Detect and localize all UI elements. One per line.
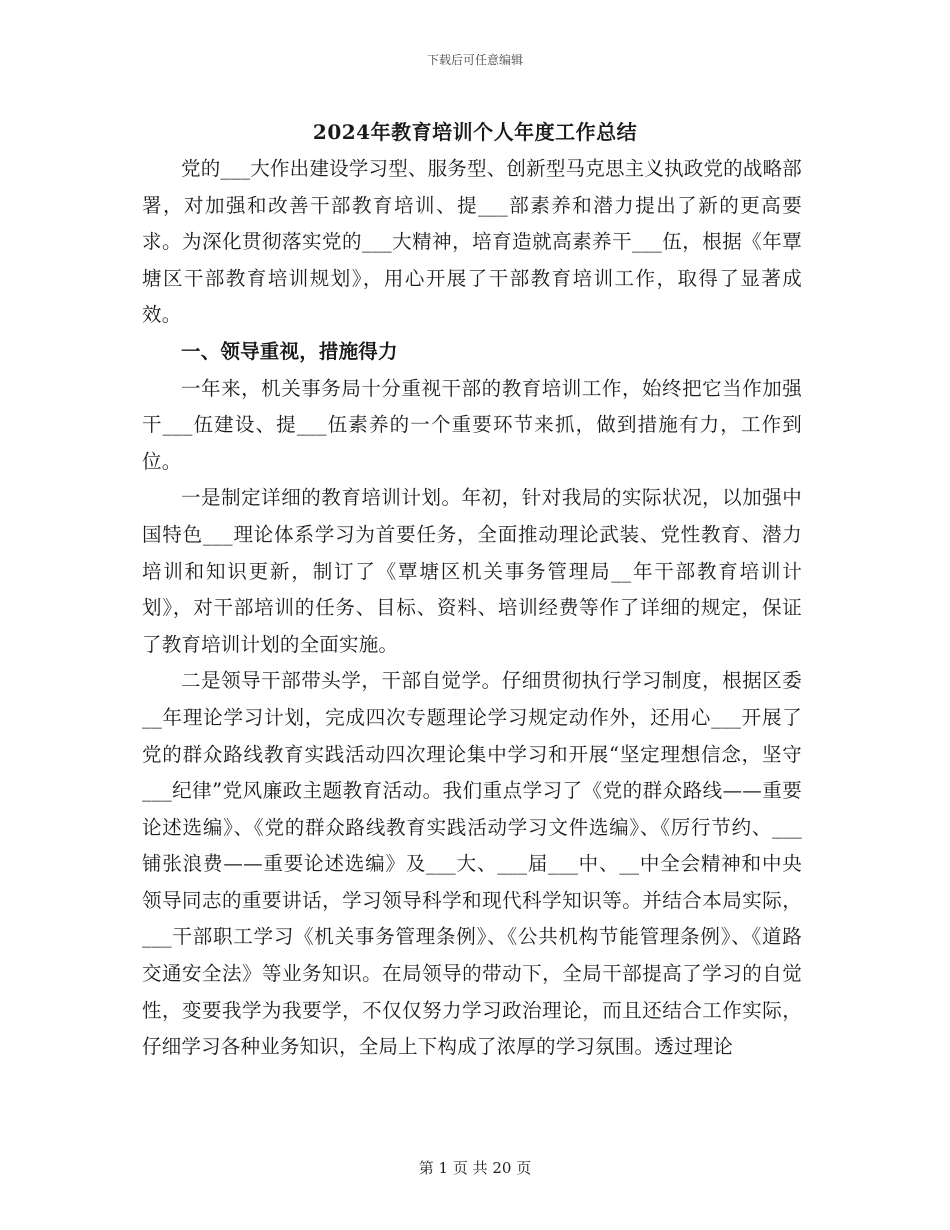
paragraph-plan: 一是制定详细的教育培训计划。年初，针对我局的实际状况，以加强中国特色___理论体系学习为首要任务，全面推动理论武装、党性教育、潜力培训和知识更新，制订了《覃塘区机关事务管理局__年干部教育培训计划》，对干部培训的任务、目标、资料、培训经费等作了详细的规定，保证了教育培训计划的全面实施。 bbox=[142, 486, 802, 656]
page-header-note: 下载后可任意编辑 bbox=[426, 53, 523, 67]
paragraph-intro: 党的___大作出建设学习型、服务型、创新型马克思主义执政党的战略部署，对加强和改善干部教育培训、提___部素养和潜力提出了新的更高要求。为深化贯彻落实党的___大精神，培育造就高素养干___伍，根据《年覃塘区干部教育培训规划》，用心开展了干部教育培训工作，取得了显著成效。 bbox=[142, 157, 802, 327]
paragraph-leadership-study: 二是领导干部带头学，干部自觉学。仔细贯彻执行学习制度，根据区委__年理论学习计划，完成四次专题理论学习规定动作外，还用心___开展了党的群众路线教育实践活动四次理论集中学习和开展“坚定理想信念，坚守___纪律”党风廉政主题教育活动。我们重点学习了《党的群众路线——重要论述选编》、《党的群众路线教育实践活动学习文件选编》、《厉行节约、___铺张浪费——重要论述选编》及___大、___届___中、__中全会精神和中央领导同志的重要讲话，学习领导科学和现代科学知识等。并结合本局实际，___干部职工学习《机关事务管理条例》、《公共机构节能管理条例》、《道路交通安全法》等业务知识。在局领导的带动下，全局干部提高了学习的自觉性，变要我学为我要学，不仅仅努力学习政治理论，而且还结合工作实际，仔细学习各种业务知识，全局上下构成了浓厚的学习氛围。透过理论 bbox=[142, 669, 802, 1059]
section-heading-1: 一、领导重视，措施得力 bbox=[181, 339, 398, 363]
document-title: 2024年教育培训个人年度工作总结 bbox=[312, 120, 638, 144]
page-number: 第 1 页 共 20 页 bbox=[418, 1159, 532, 1177]
document-body bbox=[142, 151, 802, 1066]
paragraph-overview: 一年来，机关事务局十分重视干部的教育培训工作，始终把它当作加强干___伍建设、提___伍素养的一个重要环节来抓，做到措施有力，工作到位。 bbox=[142, 376, 802, 473]
